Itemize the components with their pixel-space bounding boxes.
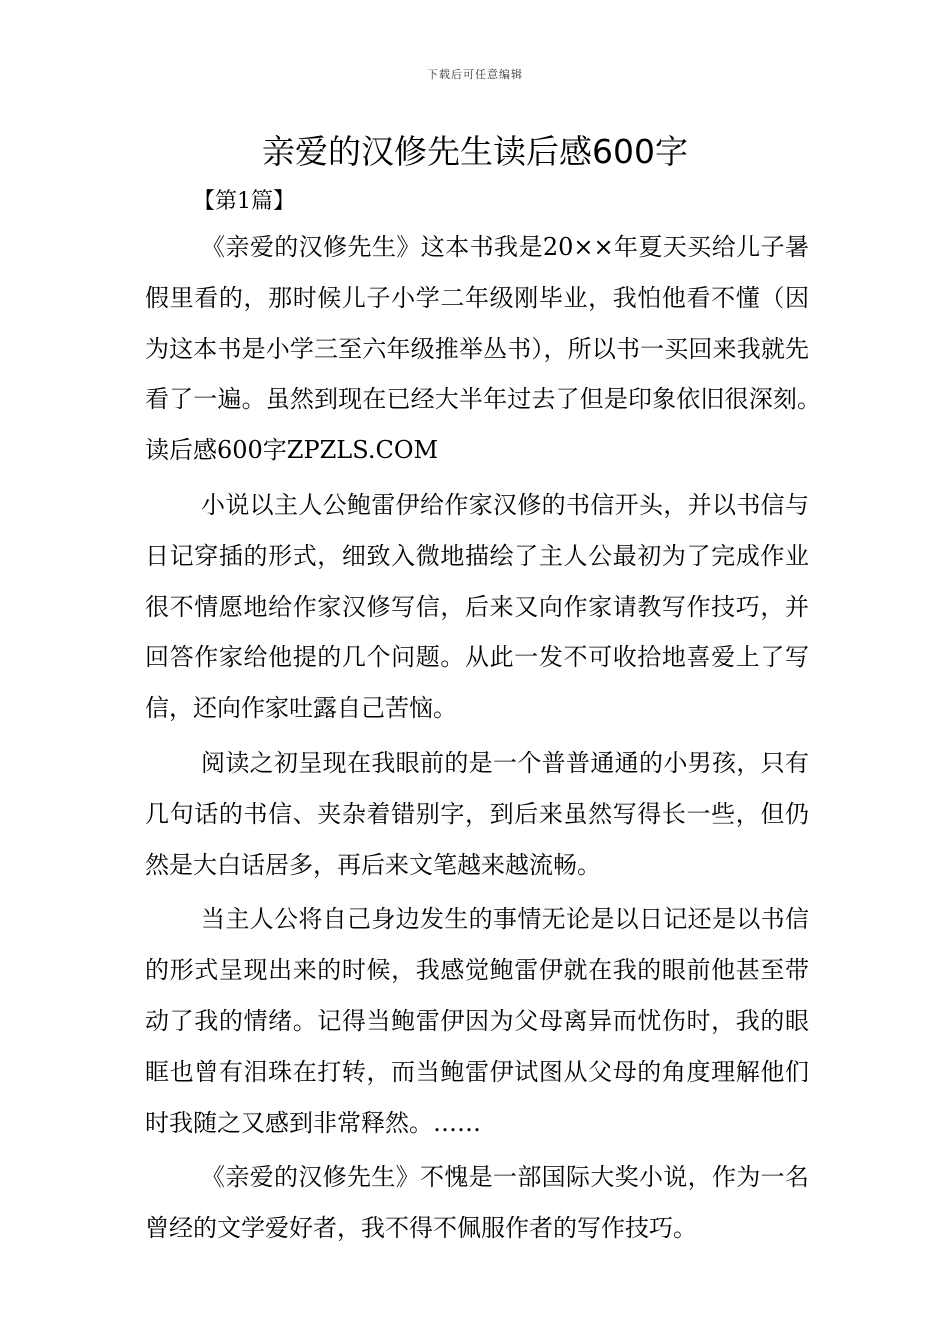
paragraph-5: 《亲爱的汉修先生》不愧是一部国际大奖小说，作为一名曾经的文学爱好者，我不得不佩服作者的写作技巧。 (145, 1163, 809, 1243)
header-note: 下载后可任意编辑 (427, 68, 523, 81)
document-title: 亲爱的汉修先生读后感600字 (262, 132, 688, 171)
part-label: 【第1篇】 (193, 189, 295, 214)
paragraph-2: 小说以主人公鲍雷伊给作家汉修的书信开头，并以书信与日记穿插的形式，细致入微地描绘了主人公最初为了完成作业很不情愿地给作家汉修写信，后来又向作家请教写作技巧，并回答作家给他提的几个问题。从此一发不可收拾地喜爱上了写信，还向作家吐露自己苦恼。 (145, 490, 809, 723)
paragraph-3: 阅读之初呈现在我眼前的是一个普普通通的小男孩，只有几句话的书信、夹杂着错别字，到后来虽然写得长一些，但仍然是大白话居多，再后来文笔越来越流畅。 (145, 748, 809, 879)
paragraph-4: 当主人公将自己身边发生的事情无论是以日记还是以书信的形式呈现出来的时候，我感觉鲍雷伊就在我的眼前他甚至带动了我的情绪。记得当鲍雷伊因为父母离异而忧伤时，我的眼眶也曾有泪珠在打转，而当鲍雷伊试图从父母的角度理解他们时我随之又感到非常释然。…… (145, 905, 809, 1137)
paragraph-1: 《亲爱的汉修先生》这本书我是20××年夏天买给儿子暑假里看的，那时候儿子小学二年级刚毕业，我怕他看不懂（因为这本书是小学三至六年级推举丛书），所以书一买回来我就先看了一遍。虽然到现在已经大半年过去了但是印象依旧很深刻。 读后感600字ZPZLS.COM (145, 233, 857, 465)
document-body (145, 222, 857, 1258)
